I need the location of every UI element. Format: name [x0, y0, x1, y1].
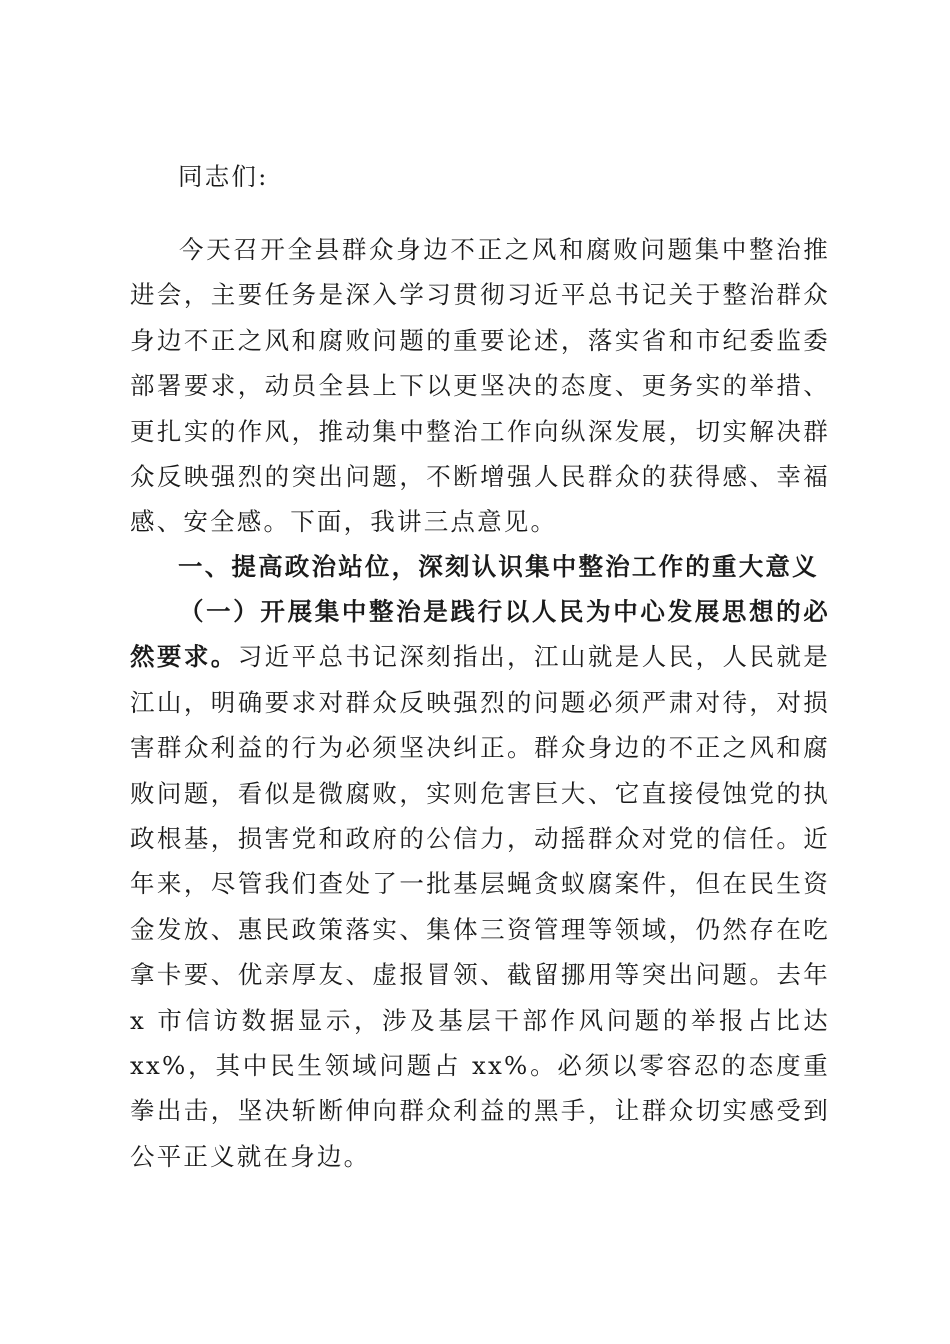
subsection-body: 习近平总书记深刻指出，江山就是人民，人民就是江山，明确要求对群众反映强烈的问题必须严肃对待，对损害群众利益的行为必须坚决纠正。群众身边的不正之风和腐败问题，看似是微腐败，实则危害巨大、它直接侵蚀党的执政根基，损害党和政府的公信力，动摇群众对党的信任。近年来，尽管我们查处了一批基层蝇贪蚁腐案件，但在民生资金发放、惠民政策落实、集体三资管理等领域，仍然存在吃拿卡要、优亲厚友、虚报冒领、截留挪用等突出问题。去年 x 市信访数据显示，涉及基层干部作风问题的举报占比达 xx%，其中民生领域问题占 xx%。必须以零容忍的态度重拳出击，坚决斩断伸向群众利益的黑手，让群众切实感受到公平正义就在身边。	[130, 642, 830, 1171]
subsection-paragraph	[130, 589, 830, 1179]
intro-paragraph: 今天召开全县群众身边不正之风和腐败问题集中整治推进会，主要任务是深入学习贯彻习近平总书记关于整治群众身边不正之风和腐败问题的重要论述，落实省和市纪委监委部署要求，动员全县上下以更坚决的态度、更务实的举措、更扎实的作风，推动集中整治工作向纵深发展，切实解决群众反映强烈的突出问题，不断增强人民群众的获得感、幸福感、安全感。下面，我讲三点意见。	[130, 235, 830, 537]
section-heading: 一、提高政治站位，深刻认识集中整治工作的重大意义	[178, 552, 819, 581]
greeting: 同志们:	[178, 162, 269, 191]
subsection-block	[130, 589, 830, 1179]
intro-section	[130, 227, 830, 545]
subsection-title: （一）开展集中整治是践行以人民为中心发展思想的必然要求。	[130, 597, 830, 672]
